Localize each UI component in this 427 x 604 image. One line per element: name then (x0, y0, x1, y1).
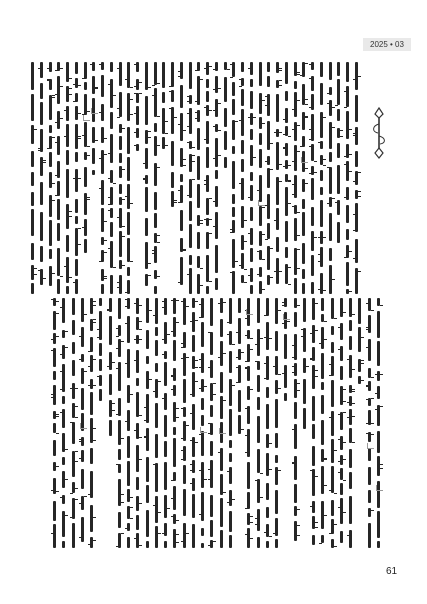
script-column (266, 62, 272, 294)
script-column (283, 298, 289, 548)
script-column (98, 298, 104, 548)
script-column (170, 62, 176, 294)
script-column (246, 298, 252, 548)
script-column (376, 298, 382, 548)
script-column (179, 62, 185, 294)
script-column (135, 298, 141, 548)
page-number: 61 (386, 566, 398, 577)
script-column (284, 62, 290, 294)
upper-text-block (30, 62, 360, 294)
script-column (205, 62, 211, 294)
script-column (348, 298, 354, 548)
script-column (367, 298, 373, 548)
script-column (182, 298, 188, 548)
script-column (319, 62, 325, 294)
script-column (126, 62, 132, 294)
script-column (74, 62, 80, 294)
script-column (336, 62, 342, 294)
script-column (274, 298, 280, 548)
script-column (200, 298, 206, 548)
script-column (61, 298, 67, 548)
script-column (231, 62, 237, 294)
script-column (228, 298, 234, 548)
script-column (118, 62, 124, 294)
script-column (275, 62, 281, 294)
script-column (48, 62, 54, 294)
script-column (135, 62, 141, 294)
script-column (109, 62, 115, 294)
script-column (310, 62, 316, 294)
decorative-scroll-ornament-icon (368, 106, 390, 160)
script-column (83, 62, 89, 294)
script-column (196, 62, 202, 294)
script-column (153, 62, 159, 294)
script-column (357, 298, 363, 548)
script-column (223, 62, 229, 294)
script-column (172, 298, 178, 548)
script-column (293, 298, 299, 548)
script-column (56, 62, 62, 294)
script-column (209, 298, 215, 548)
script-column (320, 298, 326, 548)
script-column (100, 62, 106, 294)
script-column (144, 62, 150, 294)
script-column (52, 298, 58, 548)
script-column (65, 62, 71, 294)
script-column (214, 62, 220, 294)
script-column (301, 62, 307, 294)
lower-text-block (52, 298, 382, 548)
script-column (163, 298, 169, 548)
script-column (30, 62, 36, 294)
script-column (80, 298, 86, 548)
script-column (240, 62, 246, 294)
script-column (191, 298, 197, 548)
script-column (258, 62, 264, 294)
script-column (339, 298, 345, 548)
script-column (39, 62, 45, 294)
script-column (89, 298, 95, 548)
script-column (328, 62, 334, 294)
script-column (302, 298, 308, 548)
script-column (293, 62, 299, 294)
script-column (117, 298, 123, 548)
script-column (345, 62, 351, 294)
script-column (108, 298, 114, 548)
script-column (237, 298, 243, 548)
script-column (354, 62, 360, 294)
issue-label: 2025 • 03 (363, 38, 411, 51)
script-column (265, 298, 271, 548)
script-column (126, 298, 132, 548)
script-column (249, 62, 255, 294)
script-column (311, 298, 317, 548)
script-column (91, 62, 97, 294)
script-column (161, 62, 167, 294)
script-column (330, 298, 336, 548)
script-column (71, 298, 77, 548)
script-column (145, 298, 151, 548)
script-column (219, 298, 225, 548)
script-column (256, 298, 262, 548)
script-column (188, 62, 194, 294)
script-column (154, 298, 160, 548)
